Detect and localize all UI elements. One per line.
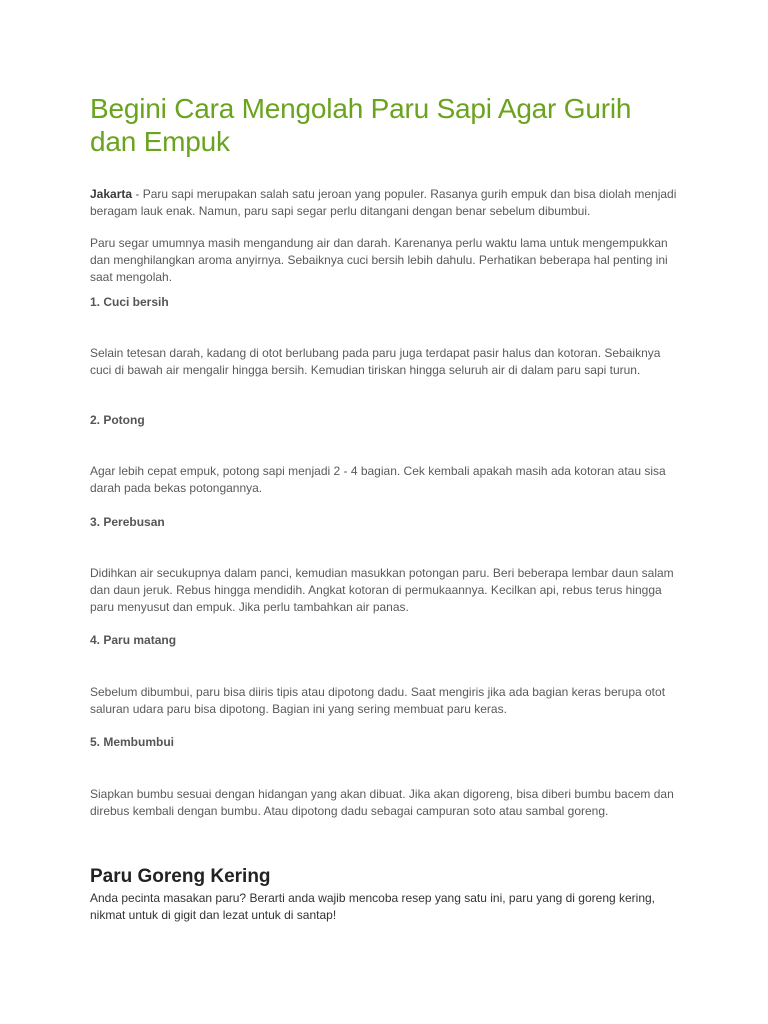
- step-text-1: Selain tetesan darah, kadang di otot berlubang pada paru juga terdapat pasir halus dan kotoran. Sebaiknya cuci di bawah air mengalir hingga bersih. Kemudian tiriskan hingga seluruh air di dalam paru sapi turun.: [90, 346, 661, 377]
- intro-location: Jakarta: [90, 187, 133, 201]
- step-heading-4: 4. Paru matang: [90, 633, 177, 647]
- step-heading-1: 1. Cuci bersih: [90, 295, 169, 309]
- recipe-intro: Anda pecinta masakan paru? Berarti anda wajib mencoba resep yang satu ini, paru yang di goreng kering, nikmat untuk di gigit dan lezat untuk di santap!: [90, 891, 656, 922]
- step-text-5: Siapkan bumbu sesuai dengan hidangan yang akan dibuat. Jika akan digoreng, bisa diberi bumbu bacem dan direbus kembali dengan bumbu. Atau dipotong dadu sebagai campuran soto atau sambal goreng.: [90, 787, 674, 818]
- step-heading-2: 2. Potong: [90, 413, 145, 427]
- article-title: Begini Cara Mengolah Paru Sapi Agar Gurih dan Empuk: [90, 93, 632, 157]
- intro-paragraph-2: Paru segar umumnya masih mengandung air dan darah. Karenanya perlu waktu lama untuk mengempukkan dan menghilangkan aroma anyirnya. Sebaiknya cuci bersih lebih dahulu. Perhatikan beberapa hal penting ini saat mengolah.: [90, 236, 668, 284]
- step-text-2: Agar lebih cepat empuk, potong sapi menjadi 2 - 4 bagian. Cek kembali apakah masih ada kotoran atau sisa darah pada bekas potongannya.: [90, 464, 666, 495]
- recipe-title: Paru Goreng Kering: [90, 866, 271, 887]
- step-heading-3: 3. Perebusan: [90, 515, 165, 529]
- step-text-4: Sebelum dibumbui, paru bisa diiris tipis atau dipotong dadu. Saat mengiris jika ada bagian keras berupa otot saluran udara paru bisa dipotong. Bagian ini yang sering membuat paru keras.: [90, 685, 666, 716]
- step-text-3: Didihkan air secukupnya dalam panci, kemudian masukkan potongan paru. Beri beberapa lembar daun salam dan daun jeruk. Rebus hingga mendidih. Angkat kotoran di permukaannya. Kecilkan api, rebus terus hingga paru menyusut dan empuk. Jika perlu tambahkan air panas.: [90, 566, 674, 614]
- step-heading-5: 5. Membumbui: [90, 735, 175, 749]
- intro-text: - Paru sapi merupakan salah satu jeroan yang populer. Rasanya gurih empuk dan bisa diolah menjadi beragam lauk enak. Namun, paru sapi segar perlu ditangani dengan benar sebelum dibumbui.: [90, 187, 677, 218]
- intro-paragraph: [90, 186, 680, 220]
